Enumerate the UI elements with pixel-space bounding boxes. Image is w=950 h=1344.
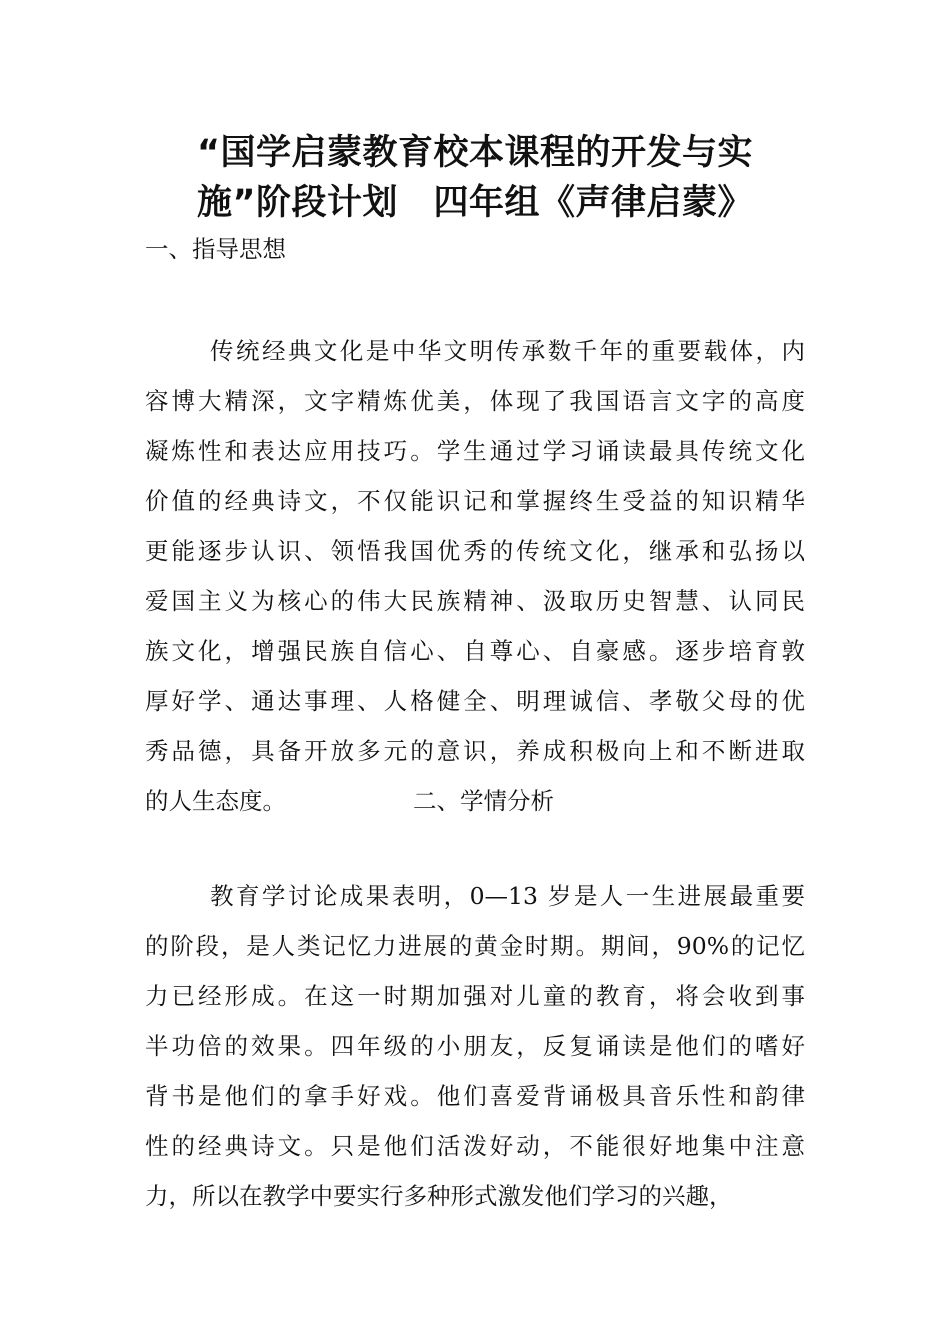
paragraph-line: 更能逐步认识、领悟我国优秀的传统文化，继承和弘扬以 — [145, 537, 805, 565]
paragraph-line: 的阶段，是人类记忆力进展的黄金时期。期间，90%的记忆 — [145, 932, 805, 960]
paragraph-line: 半功倍的效果。四年级的小朋友，反复诵读是他们的嗜好 — [145, 1032, 805, 1060]
paragraph-line: 力，所以在教学中要实行多种形式激发他们学习的兴趣， — [145, 1182, 733, 1210]
paragraph-line: 教育学讨论成果表明，0—13 岁是人一生进展最重要 — [210, 882, 805, 910]
section-heading-guiding-thought: 一、指导思想 — [145, 235, 286, 263]
paragraph-line: 性的经典诗文。只是他们活泼好动，不能很好地集中注意 — [145, 1132, 805, 1160]
paragraph-line: 背书是他们的拿手好戏。他们喜爱背诵极具音乐性和韵律 — [145, 1082, 805, 1110]
paragraph-line: 价值的经典诗文，不仅能识记和掌握终生受益的知识精华 — [145, 487, 805, 515]
paragraph-line: 凝炼性和表达应用技巧。学生通过学习诵读最具传统文化 — [145, 437, 805, 465]
document-title-line-1: “国学启蒙教育校本课程的开发与实 — [196, 133, 753, 173]
paragraph-line: 厚好学、通达事理、人格健全、明理诚信、孝敬父母的优 — [145, 687, 805, 715]
paragraph-line: 力已经形成。在这一时期加强对儿童的教育，将会收到事 — [145, 982, 805, 1010]
section-heading-learning-analysis: 二、学情分析 — [413, 787, 554, 815]
paragraph-line: 族文化，增强民族自信心、自尊心、自豪感。逐步培育敦 — [145, 637, 805, 665]
document-title-line-2: 施”阶段计划 四年组《声律启蒙》 — [196, 183, 753, 223]
paragraph-line: 爱国主义为核心的伟大民族精神、汲取历史智慧、认同民 — [145, 587, 805, 615]
paragraph-line: 容博大精深，文字精炼优美，体现了我国语言文字的高度 — [145, 387, 805, 415]
paragraph-line: 传统经典文化是中华文明传承数千年的重要载体，内 — [210, 337, 805, 365]
paragraph-line: 秀品德，具备开放多元的意识，养成积极向上和不断进取 — [145, 737, 805, 765]
paragraph-line: 的人生态度。 — [145, 787, 286, 815]
